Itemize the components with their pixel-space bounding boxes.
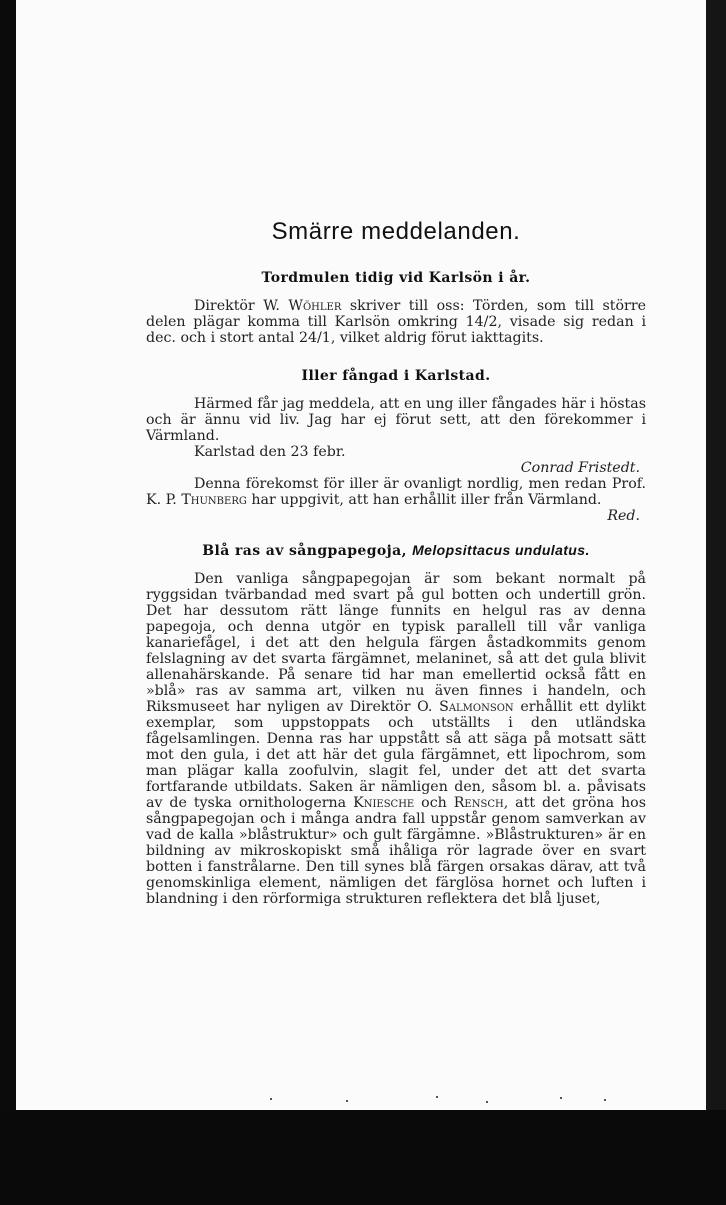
section-heading-bla-ras (146, 542, 646, 559)
text-run: Den vanliga sångpapegojan är som bekant normalt på ryggsidan tvärbandad med svart på gul botten och undertill grön. Det har dessutom rätt länge funnits en helgul ras av denna papegoja, och denna utgör en typisk parallell till vår vanliga kanariefågel, i det att den helgula färgen åstadkommits genom felslagning av det svarta färgämnet, melaninet, så att det gula blivit allenahärskande. På senare tid har man emellertid också fått en »blå» ras av samma art, vilken nu även finnes i handeln, och Riksmuseet har nyligen av Direktör O. (146, 571, 646, 715)
text-run: Denna förekomst för iller är ovanligt nordlig, men redan Prof. K. P. (146, 476, 646, 508)
section-heading-iller: Iller fångad i Karlstad. (301, 368, 491, 384)
author-name-wohler: Wöhler (288, 298, 342, 314)
text-run: har uppgivit, att han erhållit iller från Värmland. (246, 492, 602, 508)
place-date: Karlstad den 23 febr. (194, 444, 346, 460)
author-name-rensch: Rensch (453, 795, 504, 811)
author-name-salmonson: Salmonson (439, 699, 514, 715)
text-run: Direktör W. (194, 298, 289, 314)
page-title: Smärre meddelanden. (271, 218, 521, 245)
date-fraction: 24/1 (298, 330, 331, 346)
scan-border-bottom (0, 1110, 726, 1205)
paragraph-iller: Härmed får jag meddela, att en ung iller fångades här i höstas och är ännu vid liv. Jag har ej förut sett, att den förekommer i Värmland. (146, 396, 646, 444)
paragraph-tordmulen (146, 298, 646, 346)
text-run: erhållit ett dylikt exemplar, som uppstoppats och utställts i den utländska fågelsamlingen. Denna ras har uppstått så att säga på motsatt sätt mot den gula, i det att här det gula färgämnet, ett lipochrom, som man plägar kalla zoofulvin, slagit fel, under det att det svarta fortfarande utbildats. Saken är nämligen den, såsom bl. a. påvisats av de tyska ornithologerna (146, 699, 646, 811)
heading-text: Blå ras av sångpapegoja, (202, 543, 413, 559)
text-run: , visade sig redan i dec. och i stort antal (146, 314, 646, 346)
scan-border-right (706, 0, 726, 1205)
text-run: , att det gröna hos sångpapegojan och i många andra fall uppstår genom samverkan av vad de kalla »blåstruktur» och gult färgämne. »Blåstrukturen» är en bildning av mikroskopiskt små ihåliga rör lagrade över en svart botten i fanstrålarne. Den till synes blå färgen orsakas därav, att två genomskinliga element, nämligen det färglösa hornet och luften i blandning i den rörformiga strukturen reflektera det blå ljuset, (146, 795, 646, 907)
text-run: , vilket aldrig förut iakttagits. (330, 330, 544, 346)
page-content (146, 218, 646, 907)
latin-name: Melopsittacus undulatus. (412, 542, 590, 558)
paragraph-bla-ras (146, 571, 646, 907)
scanned-page (16, 0, 706, 1110)
date-fraction: 14/2 (465, 314, 498, 330)
text-run: skriver till oss: Törden, som till större delen plägar komma till Karlsön omkring (146, 298, 647, 330)
author-name-kniesche: Kniesche (353, 795, 415, 811)
editor-signature: Red. (607, 508, 640, 524)
editor-note (146, 476, 646, 508)
text-run: och (414, 795, 454, 811)
author-name-thunberg: Thunberg (181, 492, 247, 508)
section-heading-tordmulen: Tordmulen tidig vid Karlsön i år. (261, 270, 531, 286)
signature: Conrad Fristedt. (520, 460, 640, 476)
